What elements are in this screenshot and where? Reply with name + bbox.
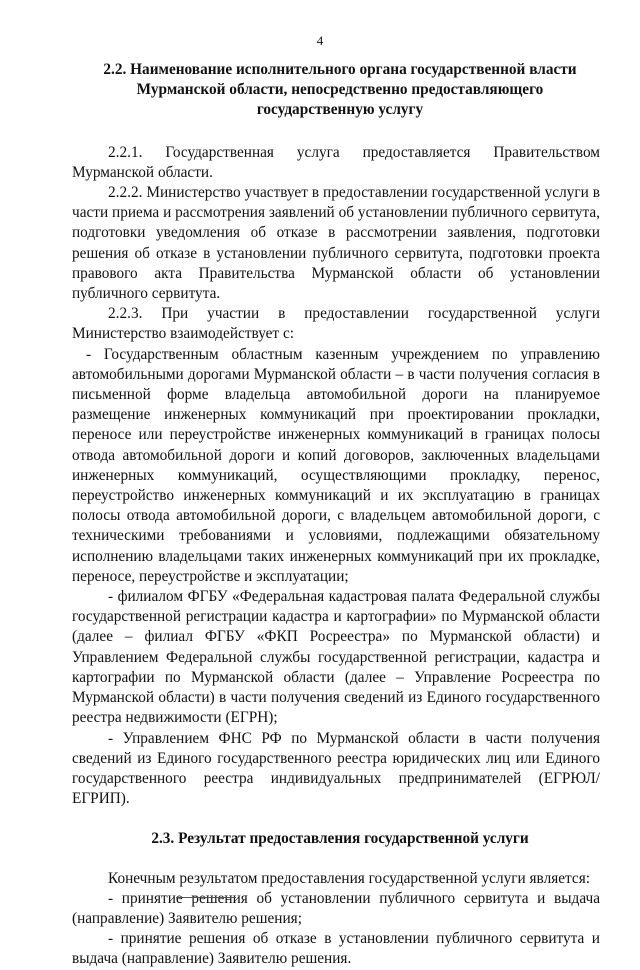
list-item-grant-decision: - принятие решения об установлении публичного сервитута и выдача (направление) Заявителю решения; [72, 889, 600, 927]
spacer [72, 121, 600, 143]
section-heading-2-3: 2.3. Результат предоставления государственной услуги [151, 830, 529, 848]
list-item-refusal-decision: - принятие решения об отказе в установлении публичного сервитута и выдача (направление) Заявителю решения. [72, 930, 600, 968]
footer-divider [176, 897, 236, 898]
spacer [72, 809, 600, 829]
list-item-road-agency: - Государственным областным казенным учреждением по управлению автомобильными дорогами Мурманской области – в части получения согласия в письменной форме владельца автомобильной дороги на планируемое размещение инженерных коммуникаций при проектировании прокладки, переносе или переустройстве инженерных коммуникаций в границах полосы отвода автомобильной дороги и копий договоров, заключенных владельцами инженерных коммуникаций, осуществляющими прокладку, перенос, переустройство инженерных коммуникаций и их эксплуатацию в границах полосы отвода автомобильной дороги, с владельцем автомобильной дороги, с техническими требованиями и условиями, подлежащими обязательному исполнению владельцами таких инженерных коммуникаций при их прокладке, переносе, переустройстве и эксплуатации; [72, 345, 600, 585]
list-item-cadastral-chamber: - филиалом ФГБУ «Федеральная кадастровая палата Федеральной службы государственной регистрации кадастра и картографии» по Мурманской области (далее – филиал ФГБУ «ФКП Росреестра» по Мурманской области) и Управлением Федеральной службы государственной регистрации, кадастра и картографии по Мурманской области (далее – Управление Росреестра по Мурманской области) в части получения сведений из Единого государственного реестра недвижимости (ЕГРН); [72, 588, 600, 727]
list-item-tax-service: - Управлением ФНС РФ по Мурманской области в части получения сведений из Единого государственного реестра юридических лиц или Единого государственного реестра индивидуальных предпринимателей (ЕГРЮЛ/ЕГРИП). [72, 729, 600, 808]
document-body [72, 60, 600, 970]
paragraph-2-2-3: 2.2.3. При участии в предоставлении государственной услуги Министерство взаимодействует с: [72, 305, 600, 343]
page-number: 4 [316, 33, 324, 48]
paragraph-2-3-intro: Конечным результатом предоставления государственной услуги является: [108, 869, 590, 887]
paragraph-2-2-2: 2.2.2. Министерство участвует в предоставлении государственной услуги в части приема и рассмотрения заявлений об установлении публичного сервитута, подготовки уведомления об отказе в рассмотрении заявления, подготовки решения об отказе в установлении публичного сервитута, подготовки проекта правового акта Правительства Мурманской области об установлении публичного сервитута. [72, 184, 600, 303]
spacer [72, 850, 600, 869]
paragraph-2-2-1: 2.2.1. Государственная услуга предоставляется Правительством Мурманской области. [72, 143, 600, 181]
section-heading-2-2: 2.2. Наименование исполнительного органа государственной власти Мурманской области, непосредственно предоставляющего государственную услугу [103, 61, 577, 119]
